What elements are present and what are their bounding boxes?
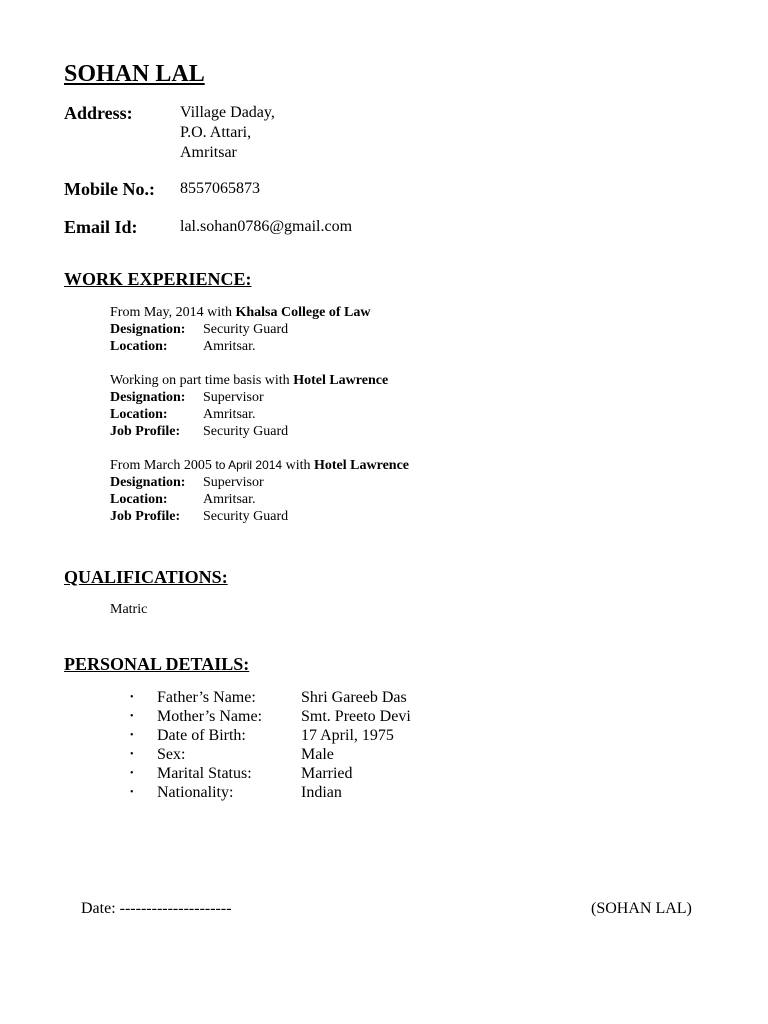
bullet-icon: • bbox=[130, 692, 134, 703]
mobile-label: Mobile No.: bbox=[64, 179, 155, 199]
field-value: Amritsar. bbox=[203, 407, 256, 422]
job-field bbox=[110, 508, 409, 525]
employer-name: Hotel Lawrence bbox=[314, 458, 409, 473]
detail-label: Father’s Name: bbox=[157, 689, 256, 706]
personal-details-heading: PERSONAL DETAILS: bbox=[64, 654, 250, 674]
job-intro-text: From March 2005 bbox=[110, 458, 216, 473]
job-field bbox=[110, 491, 409, 508]
detail-label: Marital Status: bbox=[157, 765, 252, 782]
job-entry bbox=[110, 304, 370, 355]
detail-label: Nationality: bbox=[157, 784, 234, 801]
job-intro-text: From May, 2014 with bbox=[110, 305, 236, 320]
field-label: Location: bbox=[110, 407, 168, 422]
field-value: Supervisor bbox=[203, 390, 264, 405]
field-label: Job Profile: bbox=[110, 424, 181, 439]
employer-name: Khalsa College of Law bbox=[235, 305, 371, 320]
job-intro-text: with bbox=[282, 458, 314, 473]
field-label: Designation: bbox=[110, 390, 186, 405]
list-item bbox=[130, 726, 411, 745]
detail-label: Date of Birth: bbox=[157, 727, 246, 744]
field-value: Amritsar. bbox=[203, 492, 256, 507]
detail-value: Shri Gareeb Das bbox=[301, 689, 407, 706]
job-entry bbox=[110, 457, 409, 525]
field-value: Amritsar. bbox=[203, 339, 256, 354]
personal-details-list bbox=[130, 688, 411, 802]
job-intro-dates: to April 2014 bbox=[215, 458, 283, 472]
job-field bbox=[110, 474, 409, 491]
detail-value: Married bbox=[301, 765, 353, 782]
detail-value: 17 April, 1975 bbox=[301, 727, 394, 744]
mobile-number: 8557065873 bbox=[180, 180, 260, 197]
bullet-icon: • bbox=[130, 787, 134, 798]
job-field bbox=[110, 406, 388, 423]
job-field bbox=[110, 389, 388, 406]
job-field bbox=[110, 321, 370, 338]
field-label: Designation: bbox=[110, 322, 186, 337]
address-label: Address: bbox=[64, 103, 133, 123]
list-item bbox=[130, 764, 411, 783]
field-label: Designation: bbox=[110, 475, 186, 490]
detail-value: Indian bbox=[301, 784, 342, 801]
date-line: Date: --------------------- bbox=[81, 900, 232, 917]
field-value: Security Guard bbox=[203, 322, 289, 337]
candidate-name: SOHAN LAL bbox=[64, 61, 205, 87]
list-item bbox=[130, 688, 411, 707]
list-item bbox=[130, 707, 411, 726]
field-label: Location: bbox=[110, 339, 168, 354]
detail-value: Male bbox=[301, 746, 334, 763]
work-experience-heading: WORK EXPERIENCE: bbox=[64, 269, 252, 289]
job-intro bbox=[110, 372, 388, 389]
address-value bbox=[180, 103, 275, 163]
email-label: Email Id: bbox=[64, 217, 138, 237]
qualification-item: Matric bbox=[110, 602, 148, 617]
qualifications-heading: QUALIFICATIONS: bbox=[64, 567, 228, 587]
address-line: Village Daday, bbox=[180, 104, 275, 121]
field-label: Location: bbox=[110, 492, 168, 507]
signature-name: (SOHAN LAL) bbox=[591, 900, 692, 917]
address-line: Amritsar bbox=[180, 144, 237, 161]
bullet-icon: • bbox=[130, 768, 134, 779]
bullet-icon: • bbox=[130, 730, 134, 741]
bullet-icon: • bbox=[130, 749, 134, 760]
employer-name: Hotel Lawrence bbox=[293, 373, 389, 388]
job-entry bbox=[110, 372, 388, 440]
detail-label: Sex: bbox=[157, 746, 186, 763]
job-intro-text: Working on part time basis with bbox=[110, 373, 294, 388]
job-intro bbox=[110, 457, 409, 474]
list-item bbox=[130, 745, 411, 764]
bullet-icon: • bbox=[130, 711, 134, 722]
job-field bbox=[110, 423, 388, 440]
email-address: lal.sohan0786@gmail.com bbox=[180, 218, 353, 235]
field-label: Job Profile: bbox=[110, 509, 181, 524]
list-item bbox=[130, 783, 411, 802]
field-value: Supervisor bbox=[203, 475, 264, 490]
job-intro bbox=[110, 304, 370, 321]
detail-value: Smt. Preeto Devi bbox=[301, 708, 411, 725]
job-field bbox=[110, 338, 370, 355]
detail-label: Mother’s Name: bbox=[157, 708, 263, 725]
field-value: Security Guard bbox=[203, 509, 289, 524]
address-line: P.O. Attari, bbox=[180, 124, 252, 141]
field-value: Security Guard bbox=[203, 424, 289, 439]
